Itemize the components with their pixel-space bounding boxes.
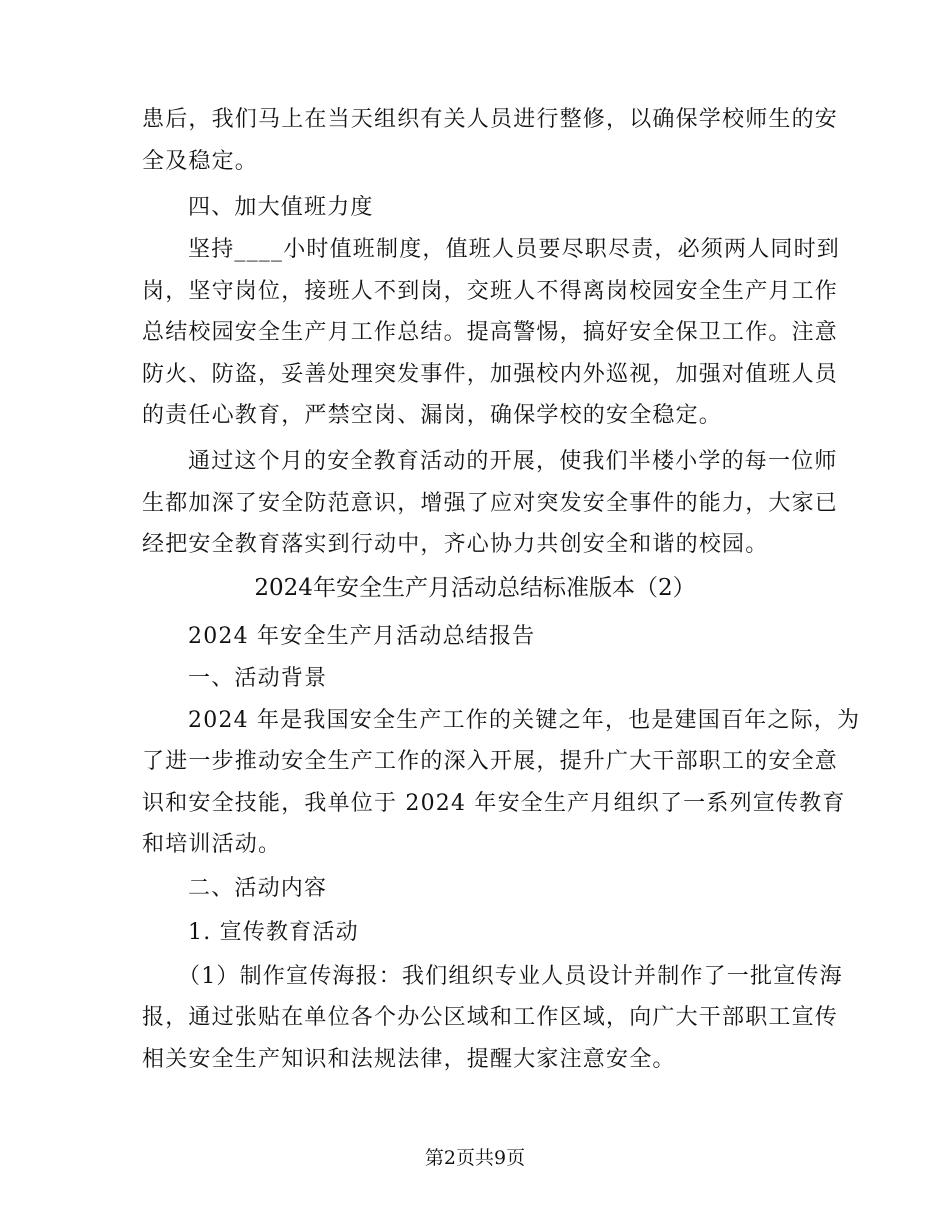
subsection-heading: 1. 宣传教育活动 <box>188 920 359 945</box>
text-line: 全及稳定。 <box>142 149 259 174</box>
text-line: 2024 年是我国安全生产工作的关键之年，也是建国百年之际，为 <box>188 708 861 733</box>
text-line: （1）制作宣传海报：我们组织专业人员设计并制作了一批宣传海 <box>178 964 843 989</box>
text-line: 总结校园安全生产月工作总结。提高警惕，搞好安全保卫工作。注意 <box>142 320 839 345</box>
text-line: 通过这个月的安全教育活动的开展，使我们半楼小学的每一位师 <box>188 449 838 474</box>
text-line: 识和安全技能，我单位于 2024 年安全生产月组织了一系列宣传教育 <box>142 791 846 816</box>
section-title: 2024年安全生产月活动总结标准版本（2） <box>254 575 696 601</box>
text-line: 经把安全教育落实到行动中，齐心协力共创安全和谐的校园。 <box>142 532 769 557</box>
text-line: 和培训活动。 <box>142 832 282 857</box>
text-line: 防火、防盗，妥善处理突发事件，加强校内外巡视，加强对值班人员 <box>142 362 839 387</box>
text-line: 报，通过张贴在单位各个办公区域和工作区域，向广大干部职工宣传 <box>142 1005 839 1030</box>
text-line: 相关安全生产知识和法规法律，提醒大家注意安全。 <box>142 1047 676 1072</box>
text-line: 坚持____小时值班制度，值班人员要尽职尽责，必须两人同时到 <box>188 237 841 262</box>
text-line: 的责任心教育，严禁空岗、漏岗，确保学校的安全稳定。 <box>142 403 723 428</box>
section-heading: 四、加大值班力度 <box>188 195 374 220</box>
text-line: 岗，坚守岗位，接班人不到岗，交班人不得离岗校园安全生产月工作 <box>142 279 839 304</box>
report-subtitle: 2024 年安全生产月活动总结报告 <box>188 624 536 649</box>
section-heading: 二、活动内容 <box>188 876 328 901</box>
section-heading: 一、活动背景 <box>188 666 328 691</box>
text-line: 了进一步推动安全生产工作的深入开展，提升广大干部职工的安全意 <box>142 749 839 774</box>
text-line: 生都加深了安全防范意识，增强了应对突发安全事件的能力，大家已 <box>142 491 839 516</box>
page-number: 第2页共9页 <box>424 1147 526 1169</box>
text-line: 患后，我们马上在当天组织有关人员进行整修，以确保学校师生的安 <box>142 107 839 132</box>
